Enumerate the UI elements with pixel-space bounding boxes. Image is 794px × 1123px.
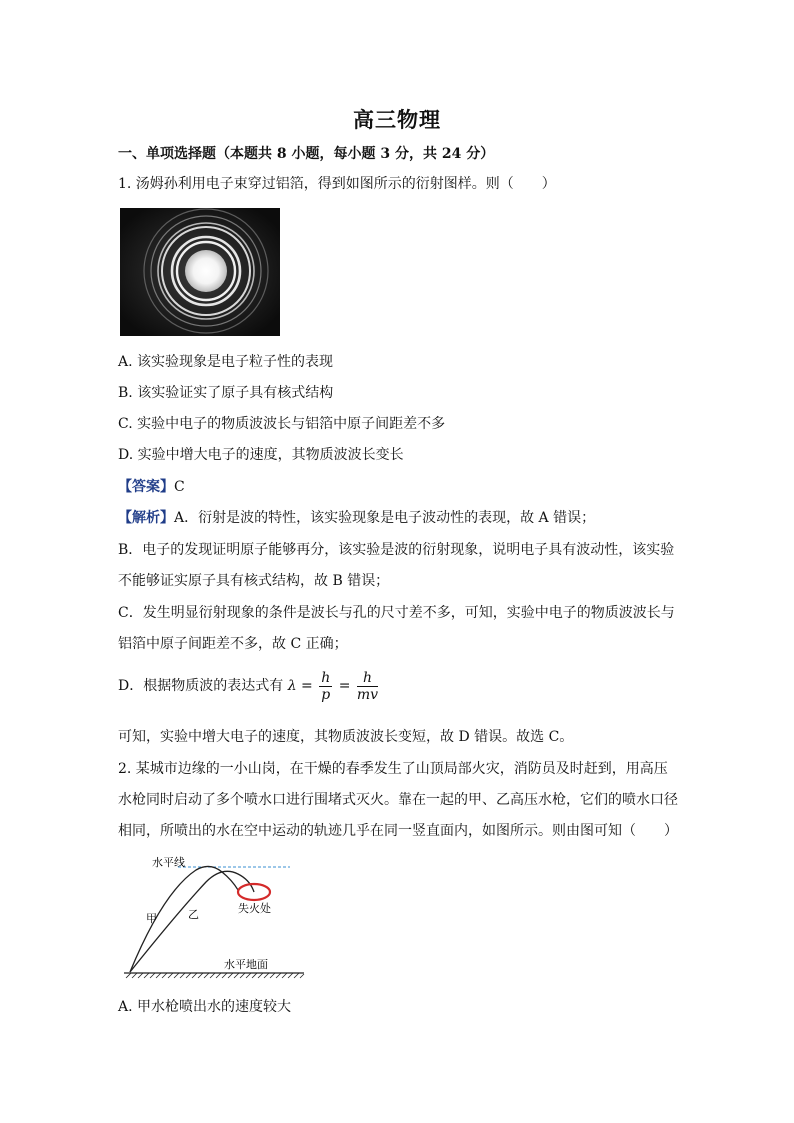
q1-option-b: B. 该实验证实了原子具有核式结构 xyxy=(118,385,334,401)
formula-frac-hmv xyxy=(357,670,378,703)
q1-answer-line xyxy=(118,477,185,497)
analysis-d-text: D．根据物质波的表达式有 xyxy=(118,678,284,694)
answer-value: C xyxy=(174,479,185,495)
q2-option-a: A. 甲水枪喷出水的速度较大 xyxy=(118,999,292,1015)
formula-num-h2: h xyxy=(357,670,378,687)
q1-analysis-line-a xyxy=(118,508,595,528)
label-fire: 失火处 xyxy=(238,902,271,915)
q1-option-a: A. 该实验现象是电子粒子性的表现 xyxy=(118,354,334,370)
q2-stem-1: 2. 某城市边缘的一小山岗，在干燥的春季发生了山顶局部火灾，消防员及时赶到，用高压 xyxy=(118,761,668,777)
diffraction-pattern-image xyxy=(120,208,280,336)
formula-lambda: λ xyxy=(287,678,297,694)
label-ground: 水平地面 xyxy=(224,958,268,971)
q1-analysis-c1: C．发生明显衍射现象的条件是波长与孔的尺寸差不多，可知，实验中电子的物质波波长与 xyxy=(118,605,675,621)
page-title: 高三物理 xyxy=(353,107,441,132)
analysis-a: A．衍射是波的特性，该实验现象是电子波动性的表现，故 A 错误； xyxy=(174,510,596,526)
q1-stem: 1. 汤姆孙利用电子束穿过铝箔，得到如图所示的衍射图样。则（ ） xyxy=(118,176,556,192)
q1-analysis-c2: 铝箔中原子间距差不多，故 C 正确； xyxy=(118,636,348,652)
label-jia: 甲 xyxy=(146,912,157,925)
q1-option-d: D. 实验中增大电子的速度，其物质波波长变长 xyxy=(118,447,404,463)
q1-option-c: C. 实验中电子的物质波波长与铝箔中原子间距差不多 xyxy=(118,416,446,432)
q2-stem-3: 相同，所喷出的水在空中运动的轨迹几乎在同一竖直面内，如图所示。则由图可知（ ） xyxy=(118,823,678,839)
formula-eq1: = xyxy=(301,678,313,694)
formula-num-h1: h xyxy=(321,669,331,686)
water-jet-diagram xyxy=(118,852,318,982)
analysis-tag: 【解析】 xyxy=(118,510,174,526)
formula-eq2: = xyxy=(338,678,351,694)
q1-analysis-d xyxy=(118,668,380,704)
section-heading: 一、单项选择题（本题共 8 小题，每小题 3 分，共 24 分） xyxy=(118,146,495,162)
q1-analysis-conclusion: 可知，实验中增大电子的速度，其物质波波长变短，故 D 错误。故选 C。 xyxy=(118,729,574,745)
formula-den-p: p xyxy=(321,686,331,703)
q1-analysis-b1: B．电子的发现证明原子能够再分，该实验是波的衍射现象，说明电子具有波动性，该实验 xyxy=(118,542,675,558)
q1-analysis-b2: 不能够证实原子具有核式结构，故 B 错误； xyxy=(118,573,390,589)
ground-hatching xyxy=(126,973,304,978)
de-broglie-formula xyxy=(288,668,380,704)
label-horizontal-line: 水平线 xyxy=(152,856,185,869)
formula-frac-hp xyxy=(319,670,332,703)
label-yi: 乙 xyxy=(188,908,199,921)
answer-tag: 【答案】 xyxy=(118,479,174,495)
q2-stem-2: 水枪同时启动了多个喷水口进行围堵式灭火。靠在一起的甲、乙高压水枪，它们的喷水口径 xyxy=(118,792,678,808)
formula-den-mv: mv xyxy=(356,686,379,703)
